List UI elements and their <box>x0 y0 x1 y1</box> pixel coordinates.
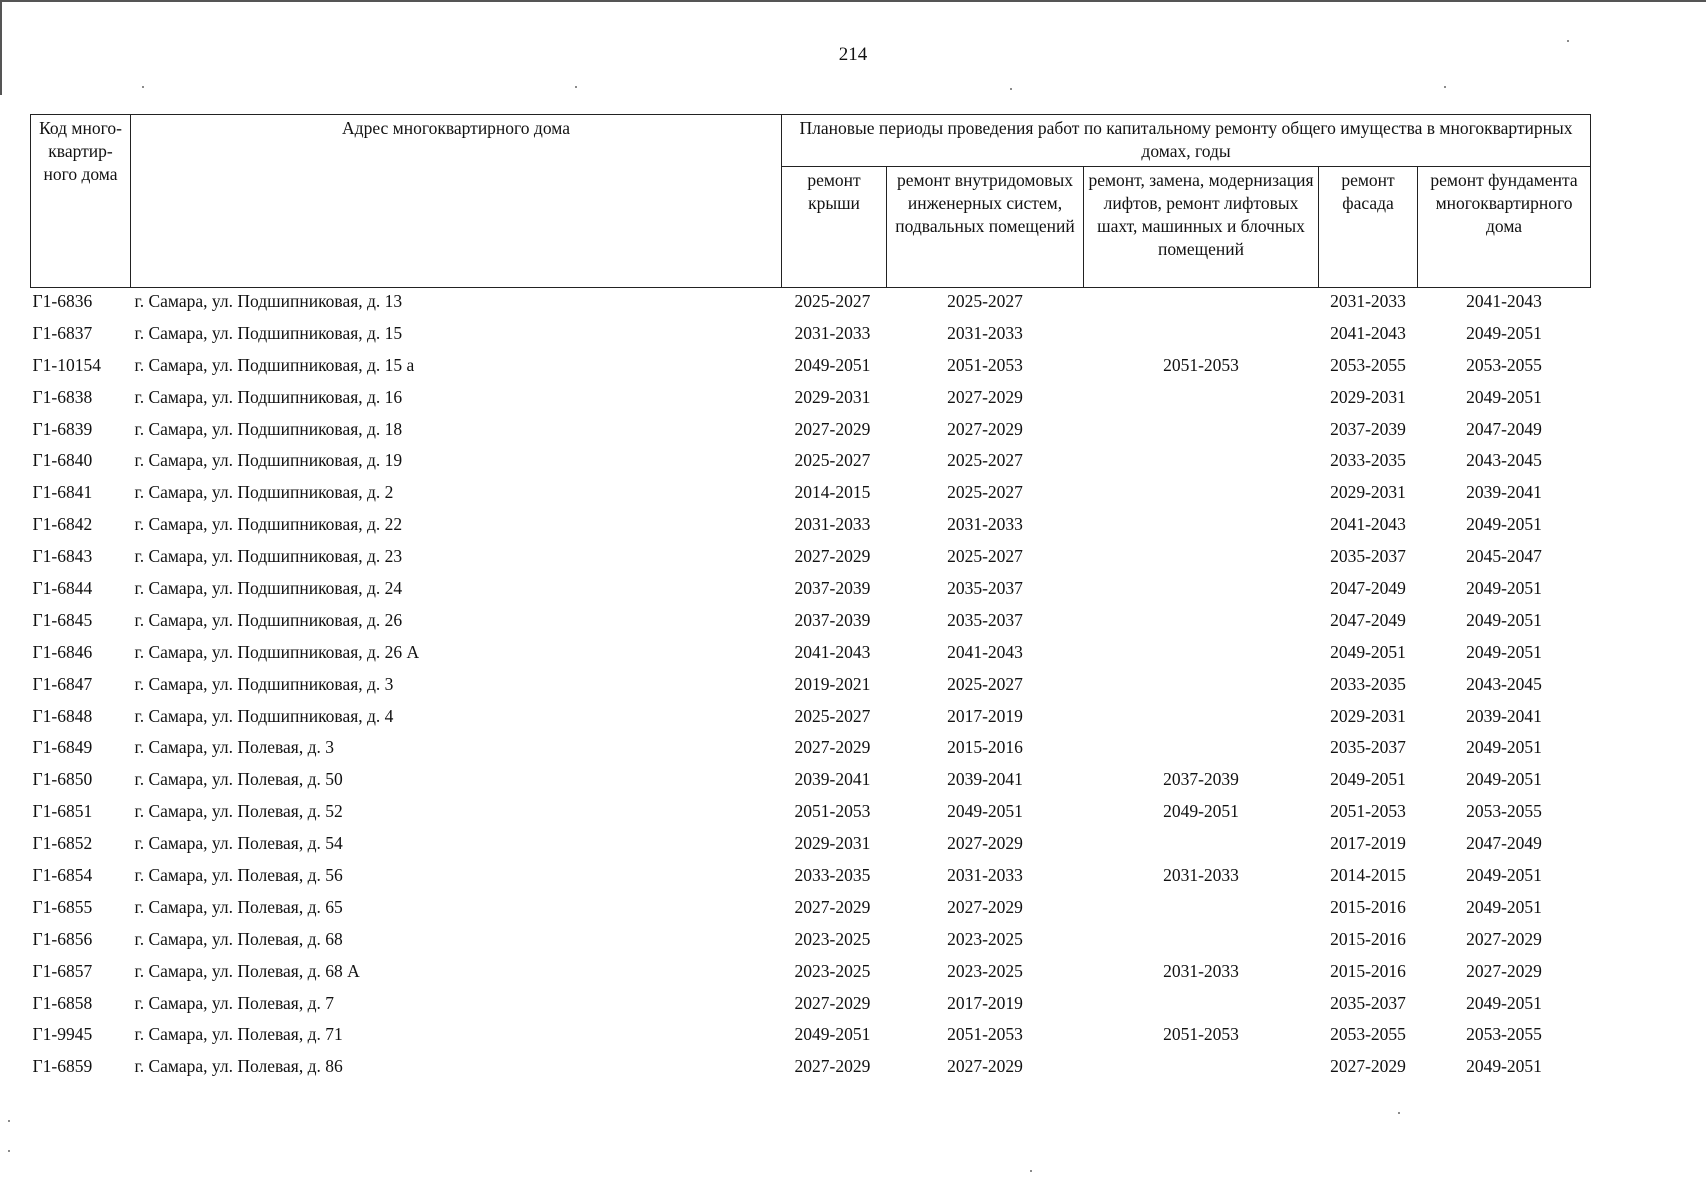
cell-foundation: 2049-2051 <box>1466 992 1542 1013</box>
cell-roof: 2029-2031 <box>794 833 871 854</box>
header-engineering: ремонт внутридомовых инженерных систем, подвальных помещений <box>887 167 1084 288</box>
cell-address: г. Самара, ул. Полевая, д. 54 <box>134 833 343 854</box>
cell-address: г. Самара, ул. Полевая, д. 56 <box>134 865 343 886</box>
table-row <box>31 1053 1591 1085</box>
cell-engineering: 2025-2027 <box>947 291 1023 311</box>
cell-elevators <box>1084 639 1319 671</box>
cell-facade: 2037-2039 <box>1330 418 1406 439</box>
cell-elevators <box>1084 671 1319 703</box>
cell-foundation: 2049-2051 <box>1466 386 1542 407</box>
cell-engineering: 2031-2033 <box>947 322 1023 343</box>
cell-address: г. Самара, ул. Полевая, д. 65 <box>134 896 343 917</box>
table-row <box>31 1021 1591 1053</box>
cell-roof: 2027-2029 <box>794 546 871 567</box>
cell-roof: 2029-2031 <box>794 386 871 407</box>
cell-roof: 2023-2025 <box>794 960 871 981</box>
cell-code: Г1-6850 <box>32 769 93 790</box>
table-row <box>31 320 1591 352</box>
cell-facade: 2033-2035 <box>1330 450 1406 471</box>
cell-facade: 2027-2029 <box>1330 1056 1406 1077</box>
table-row <box>31 639 1591 671</box>
cell-code: Г1-9945 <box>32 1024 93 1045</box>
cell-roof: 2019-2021 <box>794 673 871 694</box>
cell-facade: 2035-2037 <box>1330 546 1406 567</box>
header-elevators: ремонт, замена, модернизация лифтов, ремонт лифтовых шахт, машинных и блочных помещений <box>1084 167 1319 288</box>
cell-facade: 2035-2037 <box>1330 992 1406 1013</box>
cell-engineering: 2027-2029 <box>947 386 1023 407</box>
cell-roof: 2014-2015 <box>794 482 871 503</box>
cell-roof: 2023-2025 <box>794 928 871 949</box>
table-row <box>31 894 1591 926</box>
cell-elevators <box>1084 384 1319 416</box>
cell-roof: 2037-2039 <box>794 578 871 599</box>
table-row <box>31 671 1591 703</box>
header-address: Адрес многоквартирного дома <box>131 115 782 288</box>
cell-foundation: 2049-2051 <box>1466 322 1542 343</box>
cell-roof: 2031-2033 <box>794 322 871 343</box>
table-row <box>31 384 1591 416</box>
cell-elevators <box>1084 830 1319 862</box>
cell-facade: 2029-2031 <box>1330 482 1406 503</box>
cell-foundation: 2047-2049 <box>1466 418 1542 439</box>
cell-roof: 2027-2029 <box>794 992 871 1013</box>
cell-elevators <box>1084 320 1319 352</box>
cell-engineering: 2023-2025 <box>947 960 1023 981</box>
cell-code: Г1-6836 <box>32 291 93 311</box>
cell-code: Г1-6858 <box>32 992 93 1013</box>
cell-engineering: 2031-2033 <box>947 865 1023 886</box>
capital-repair-table <box>30 114 1591 1085</box>
scan-speck <box>1444 86 1446 88</box>
cell-address: г. Самара, ул. Подшипниковая, д. 4 <box>134 705 394 726</box>
cell-foundation: 2049-2051 <box>1466 609 1542 630</box>
cell-code: Г1-6854 <box>32 865 93 886</box>
cell-address: г. Самара, ул. Полевая, д. 50 <box>134 769 343 790</box>
cell-code: Г1-6838 <box>32 386 93 407</box>
cell-roof: 2033-2035 <box>794 865 871 886</box>
cell-engineering: 2025-2027 <box>947 482 1023 503</box>
cell-address: г. Самара, ул. Подшипниковая, д. 15 а <box>134 354 415 375</box>
cell-facade: 2049-2051 <box>1330 641 1406 662</box>
table-row <box>31 479 1591 511</box>
cell-engineering: 2049-2051 <box>947 801 1023 822</box>
cell-roof: 2051-2053 <box>794 801 871 822</box>
table-row <box>31 607 1591 639</box>
cell-facade: 2014-2015 <box>1330 865 1406 886</box>
cell-foundation: 2043-2045 <box>1466 450 1542 471</box>
cell-address: г. Самара, ул. Подшипниковая, д. 23 <box>134 546 403 567</box>
cell-facade: 2041-2043 <box>1330 322 1406 343</box>
cell-foundation: 2045-2047 <box>1466 546 1542 567</box>
cell-facade: 2041-2043 <box>1330 514 1406 535</box>
cell-elevators <box>1084 703 1319 735</box>
scan-speck <box>1030 1170 1032 1172</box>
cell-elevators <box>1084 575 1319 607</box>
cell-engineering: 2027-2029 <box>947 896 1023 917</box>
cell-facade: 2015-2016 <box>1330 896 1406 917</box>
cell-elevators: 2051-2053 <box>1163 1024 1239 1045</box>
table-body <box>31 288 1591 1086</box>
cell-code: Г1-6852 <box>32 833 93 854</box>
cell-foundation: 2049-2051 <box>1466 865 1542 886</box>
cell-elevators <box>1084 734 1319 766</box>
table-row <box>31 734 1591 766</box>
cell-roof: 2049-2051 <box>794 1024 871 1045</box>
cell-foundation: 2047-2049 <box>1466 833 1542 854</box>
cell-foundation: 2049-2051 <box>1466 896 1542 917</box>
cell-elevators <box>1084 447 1319 479</box>
cell-facade: 2029-2031 <box>1330 705 1406 726</box>
header-roof: ремонт крыши <box>782 167 887 288</box>
cell-roof: 2037-2039 <box>794 609 871 630</box>
cell-address: г. Самара, ул. Полевая, д. 68 <box>134 928 343 949</box>
cell-engineering: 2041-2043 <box>947 641 1023 662</box>
cell-facade: 2049-2051 <box>1330 769 1406 790</box>
cell-roof: 2049-2051 <box>794 354 871 375</box>
cell-foundation: 2049-2051 <box>1466 1056 1542 1077</box>
cell-address: г. Самара, ул. Полевая, д. 71 <box>134 1024 343 1045</box>
cell-address: г. Самара, ул. Подшипниковая, д. 3 <box>134 673 394 694</box>
cell-facade: 2053-2055 <box>1330 354 1406 375</box>
cell-roof: 2025-2027 <box>794 705 871 726</box>
cell-foundation: 2043-2045 <box>1466 673 1542 694</box>
table-row <box>31 990 1591 1022</box>
scan-edge-top <box>0 0 1706 2</box>
cell-roof: 2027-2029 <box>794 1056 871 1077</box>
cell-elevators: 2031-2033 <box>1163 960 1239 981</box>
cell-elevators <box>1084 416 1319 448</box>
cell-code: Г1-6842 <box>32 514 93 535</box>
cell-foundation: 2053-2055 <box>1466 354 1542 375</box>
table-row <box>31 575 1591 607</box>
cell-code: Г1-6839 <box>32 418 93 439</box>
cell-address: г. Самара, ул. Подшипниковая, д. 26 <box>134 609 403 630</box>
table-row <box>31 958 1591 990</box>
cell-engineering: 2027-2029 <box>947 1056 1023 1077</box>
cell-engineering: 2039-2041 <box>947 769 1023 790</box>
header-code: Код много-квартир-ного дома <box>31 115 131 288</box>
cell-elevators <box>1084 894 1319 926</box>
cell-facade: 2047-2049 <box>1330 609 1406 630</box>
cell-address: г. Самара, ул. Подшипниковая, д. 2 <box>134 482 394 503</box>
cell-address: г. Самара, ул. Полевая, д. 86 <box>134 1056 343 1077</box>
cell-facade: 2031-2033 <box>1330 291 1406 311</box>
cell-roof: 2027-2029 <box>794 737 871 758</box>
cell-roof: 2027-2029 <box>794 418 871 439</box>
page-number: 214 <box>838 44 868 65</box>
cell-engineering: 2035-2037 <box>947 578 1023 599</box>
cell-engineering: 2035-2037 <box>947 609 1023 630</box>
cell-roof: 2041-2043 <box>794 641 871 662</box>
cell-foundation: 2049-2051 <box>1466 514 1542 535</box>
cell-elevators <box>1084 543 1319 575</box>
cell-engineering: 2015-2016 <box>947 737 1023 758</box>
cell-address: г. Самара, ул. Подшипниковая, д. 19 <box>134 450 403 471</box>
cell-facade: 2015-2016 <box>1330 928 1406 949</box>
cell-code: Г1-6856 <box>32 928 93 949</box>
cell-facade: 2017-2019 <box>1330 833 1406 854</box>
cell-address: г. Самара, ул. Полевая, д. 3 <box>134 737 335 758</box>
cell-address: г. Самара, ул. Полевая, д. 7 <box>134 992 335 1013</box>
cell-roof: 2031-2033 <box>794 514 871 535</box>
cell-engineering: 2027-2029 <box>947 418 1023 439</box>
table-row <box>31 288 1591 320</box>
cell-facade: 2051-2053 <box>1330 801 1406 822</box>
cell-address: г. Самара, ул. Подшипниковая, д. 22 <box>134 514 403 535</box>
cell-foundation: 2039-2041 <box>1466 705 1542 726</box>
scan-speck <box>142 86 144 88</box>
cell-elevators <box>1084 990 1319 1022</box>
table-row <box>31 352 1591 384</box>
cell-foundation: 2049-2051 <box>1466 737 1542 758</box>
table-row <box>31 416 1591 448</box>
scan-speck <box>1567 40 1569 42</box>
cell-foundation: 2027-2029 <box>1466 928 1542 949</box>
table-row <box>31 511 1591 543</box>
cell-elevators <box>1084 926 1319 958</box>
cell-elevators: 2049-2051 <box>1163 801 1239 822</box>
cell-address: г. Самара, ул. Полевая, д. 52 <box>134 801 343 822</box>
table-row <box>31 447 1591 479</box>
cell-roof: 2039-2041 <box>794 769 871 790</box>
cell-code: Г1-6855 <box>32 896 93 917</box>
cell-code: Г1-6845 <box>32 609 93 630</box>
cell-facade: 2047-2049 <box>1330 578 1406 599</box>
cell-facade: 2053-2055 <box>1330 1024 1406 1045</box>
table-row <box>31 830 1591 862</box>
cell-engineering: 2017-2019 <box>947 992 1023 1013</box>
table-row <box>31 798 1591 830</box>
cell-code: Г1-10154 <box>32 354 101 375</box>
cell-elevators: 2037-2039 <box>1163 769 1239 790</box>
scan-speck <box>8 1120 10 1122</box>
scan-speck <box>1398 1112 1400 1114</box>
cell-address: г. Самара, ул. Подшипниковая, д. 18 <box>134 418 403 439</box>
cell-facade: 2033-2035 <box>1330 673 1406 694</box>
cell-foundation: 2049-2051 <box>1466 769 1542 790</box>
cell-code: Г1-6837 <box>32 322 93 343</box>
cell-code: Г1-6851 <box>32 801 93 822</box>
cell-engineering: 2051-2053 <box>947 354 1023 375</box>
cell-facade: 2015-2016 <box>1330 960 1406 981</box>
cell-foundation: 2027-2029 <box>1466 960 1542 981</box>
cell-elevators <box>1084 479 1319 511</box>
cell-engineering: 2025-2027 <box>947 673 1023 694</box>
cell-code: Г1-6846 <box>32 641 93 662</box>
scan-speck <box>1010 88 1012 90</box>
cell-code: Г1-6847 <box>32 673 93 694</box>
cell-engineering: 2023-2025 <box>947 928 1023 949</box>
cell-code: Г1-6840 <box>32 450 93 471</box>
cell-engineering: 2025-2027 <box>947 546 1023 567</box>
cell-engineering: 2027-2029 <box>947 833 1023 854</box>
table-row <box>31 926 1591 958</box>
cell-roof: 2025-2027 <box>794 450 871 471</box>
cell-elevators: 2031-2033 <box>1163 865 1239 886</box>
cell-facade: 2035-2037 <box>1330 737 1406 758</box>
cell-code: Г1-6859 <box>32 1056 93 1077</box>
cell-facade: 2029-2031 <box>1330 386 1406 407</box>
cell-foundation: 2053-2055 <box>1466 1024 1542 1045</box>
cell-engineering: 2017-2019 <box>947 705 1023 726</box>
cell-roof: 2025-2027 <box>794 291 871 311</box>
cell-engineering: 2031-2033 <box>947 514 1023 535</box>
cell-elevators: 2051-2053 <box>1163 354 1239 375</box>
cell-roof: 2027-2029 <box>794 896 871 917</box>
table-row <box>31 543 1591 575</box>
cell-address: г. Самара, ул. Подшипниковая, д. 24 <box>134 578 403 599</box>
table-row <box>31 862 1591 894</box>
cell-foundation: 2041-2043 <box>1466 291 1542 311</box>
cell-engineering: 2051-2053 <box>947 1024 1023 1045</box>
cell-elevators <box>1084 288 1319 320</box>
cell-engineering: 2025-2027 <box>947 450 1023 471</box>
cell-foundation: 2053-2055 <box>1466 801 1542 822</box>
table-row <box>31 766 1591 798</box>
cell-code: Г1-6848 <box>32 705 93 726</box>
table-row <box>31 703 1591 735</box>
header-foundation: ремонт фундамента многоквартирного дома <box>1418 167 1591 288</box>
cell-address: г. Самара, ул. Подшипниковая, д. 15 <box>134 322 403 343</box>
header-facade: ремонт фасада <box>1319 167 1418 288</box>
cell-code: Г1-6841 <box>32 482 93 503</box>
cell-code: Г1-6849 <box>32 737 93 758</box>
cell-code: Г1-6857 <box>32 960 93 981</box>
cell-code: Г1-6844 <box>32 578 93 599</box>
header-periods-group: Плановые периоды проведения работ по капитальному ремонту общего имущества в многоквартирных домах, годы <box>782 115 1591 167</box>
scan-speck <box>8 1150 10 1152</box>
scan-speck <box>575 86 577 88</box>
cell-address: г. Самара, ул. Подшипниковая, д. 13 <box>134 291 403 311</box>
cell-elevators <box>1084 607 1319 639</box>
cell-address: г. Самара, ул. Подшипниковая, д. 16 <box>134 386 403 407</box>
cell-elevators <box>1084 511 1319 543</box>
cell-foundation: 2049-2051 <box>1466 578 1542 599</box>
cell-address: г. Самара, ул. Полевая, д. 68 А <box>134 960 360 981</box>
cell-address: г. Самара, ул. Подшипниковая, д. 26 А <box>134 641 420 662</box>
cell-foundation: 2049-2051 <box>1466 641 1542 662</box>
cell-foundation: 2039-2041 <box>1466 482 1542 503</box>
cell-elevators <box>1084 1053 1319 1085</box>
cell-code: Г1-6843 <box>32 546 93 567</box>
